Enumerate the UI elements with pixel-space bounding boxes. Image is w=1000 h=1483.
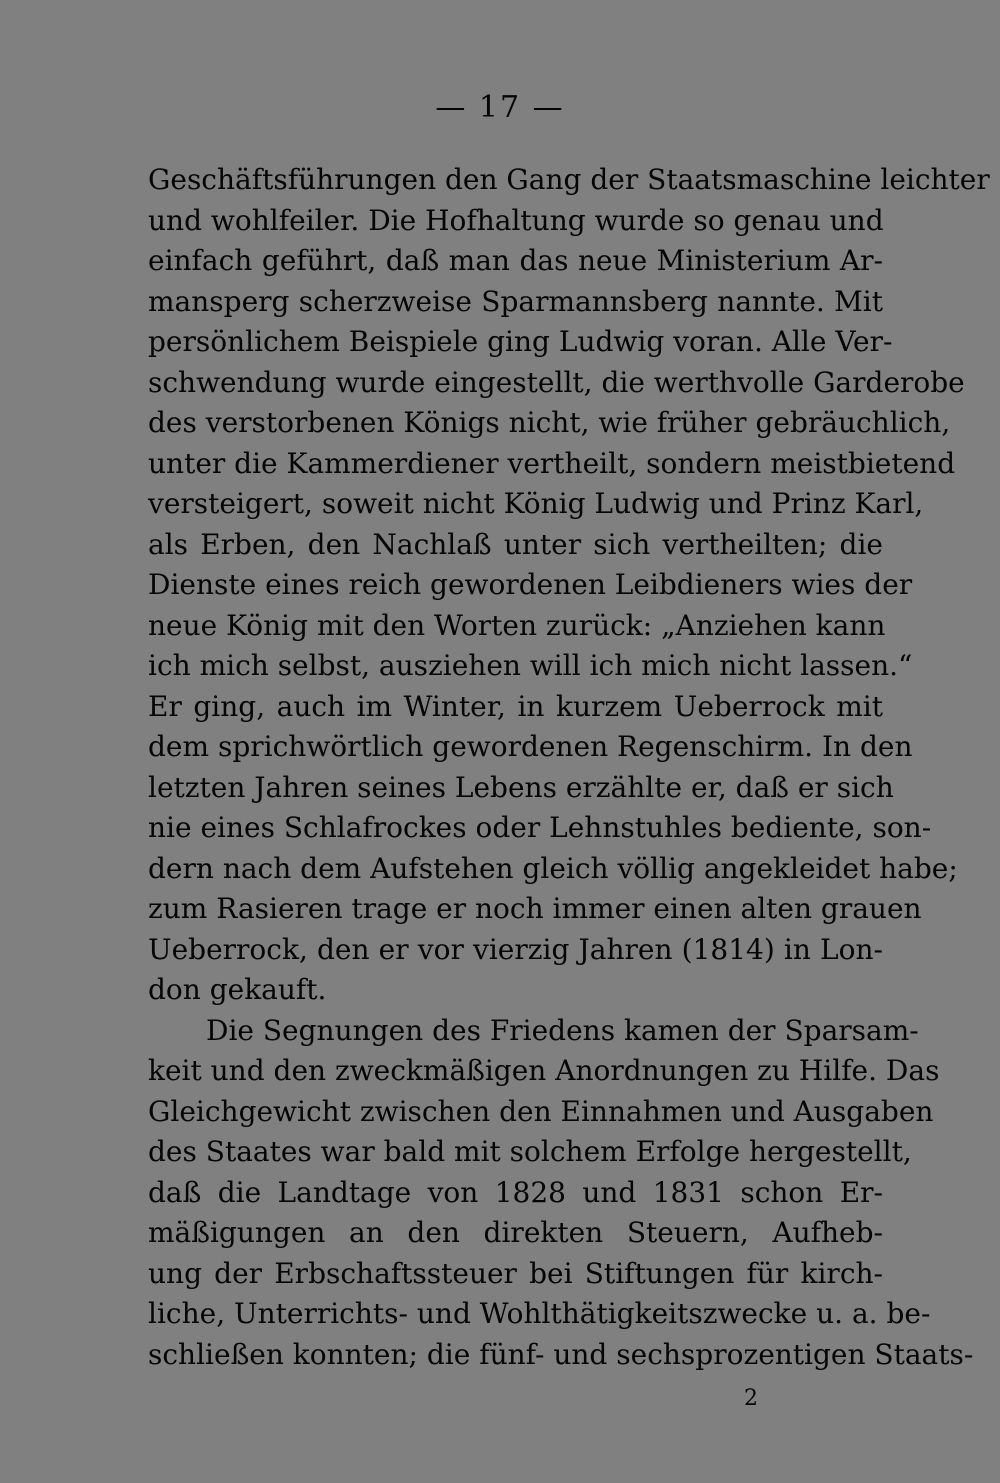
text-line: unter die Kammerdiener vertheilt, sondern meistbietend xyxy=(148,446,956,480)
text-line: liche, Unterrichts- und Wohlthätigkeitszwecke u. a. be- xyxy=(148,1297,931,1330)
page-number: — 17 — xyxy=(435,90,565,125)
text-line: ich mich selbst, ausziehen will ich mich nicht lassen.“ xyxy=(148,649,913,682)
text-line: dem sprichwörtlich gewordenen Regenschirm. In den xyxy=(148,730,913,763)
paragraph-1 xyxy=(148,160,990,1011)
text-line: als Erben, den Nachlaß unter sich vertheilten; die xyxy=(148,527,883,561)
text-line: Die Segnungen des Friedens kamen der Sparsam- xyxy=(206,1013,919,1047)
paragraph-2 xyxy=(148,1011,974,1376)
text-line: Er ging, auch im Winter, in kurzem Ueberrock mit xyxy=(148,689,883,723)
text-line: daß die Landtage von 1828 und 1831 schon Er- xyxy=(148,1175,883,1209)
text-line: neue König mit den Worten zurück: „Anziehen kann xyxy=(148,608,886,642)
text-line: und wohlfeiler. Die Hofhaltung wurde so genau und xyxy=(148,203,884,237)
text-line: don gekauft. xyxy=(148,973,327,1006)
text-line: versteigert, soweit nicht König Ludwig und Prinz Karl, xyxy=(148,487,924,520)
body-text xyxy=(148,160,990,1375)
text-line: ung der Erbschaftssteuer bei Stiftungen für kirch- xyxy=(148,1256,883,1290)
signature-mark: 2 xyxy=(744,1386,758,1411)
text-line: zum Rasieren trage er noch immer einen alten grauen xyxy=(148,892,922,925)
text-line: Dienste eines reich gewordenen Leibdieners wies der xyxy=(148,568,913,601)
text-line: mäßigungen an den direkten Steuern, Aufheb- xyxy=(148,1216,883,1249)
text-line: schließen konnten; die fünf- und sechsprozentigen Staats- xyxy=(148,1337,974,1371)
text-line: des Staates war bald mit solchem Erfolge hergestellt, xyxy=(148,1135,912,1168)
text-line: Gleichgewicht zwischen den Einnahmen und Ausgaben xyxy=(148,1094,934,1128)
text-line: mansperg scherzweise Sparmannsberg nannte. Mit xyxy=(148,284,883,318)
text-line: dern nach dem Aufstehen gleich völlig angekleidet habe; xyxy=(148,851,958,885)
text-line: Geschäftsführungen den Gang der Staatsmaschine leichter xyxy=(148,163,990,196)
text-line: schwendung wurde eingestellt, die werthvolle Garderobe xyxy=(148,365,965,399)
text-line: des verstorbenen Königs nicht, wie früher gebräuchlich, xyxy=(148,406,951,439)
text-line: nie eines Schlafrockes oder Lehnstuhles bediente, son- xyxy=(148,811,932,844)
text-line: letzten Jahren seines Lebens erzählte er, daß er sich xyxy=(148,770,894,804)
text-line: persönlichem Beispiele ging Ludwig voran. Alle Ver- xyxy=(148,325,893,358)
text-line: einfach geführt, daß man das neue Ministerium Ar- xyxy=(148,244,883,277)
text-line: Ueberrock, den er vor vierzig Jahren (1814) in Lon- xyxy=(148,932,883,966)
text-line: keit und den zweckmäßigen Anordnungen zu Hilfe. Das xyxy=(148,1054,940,1087)
